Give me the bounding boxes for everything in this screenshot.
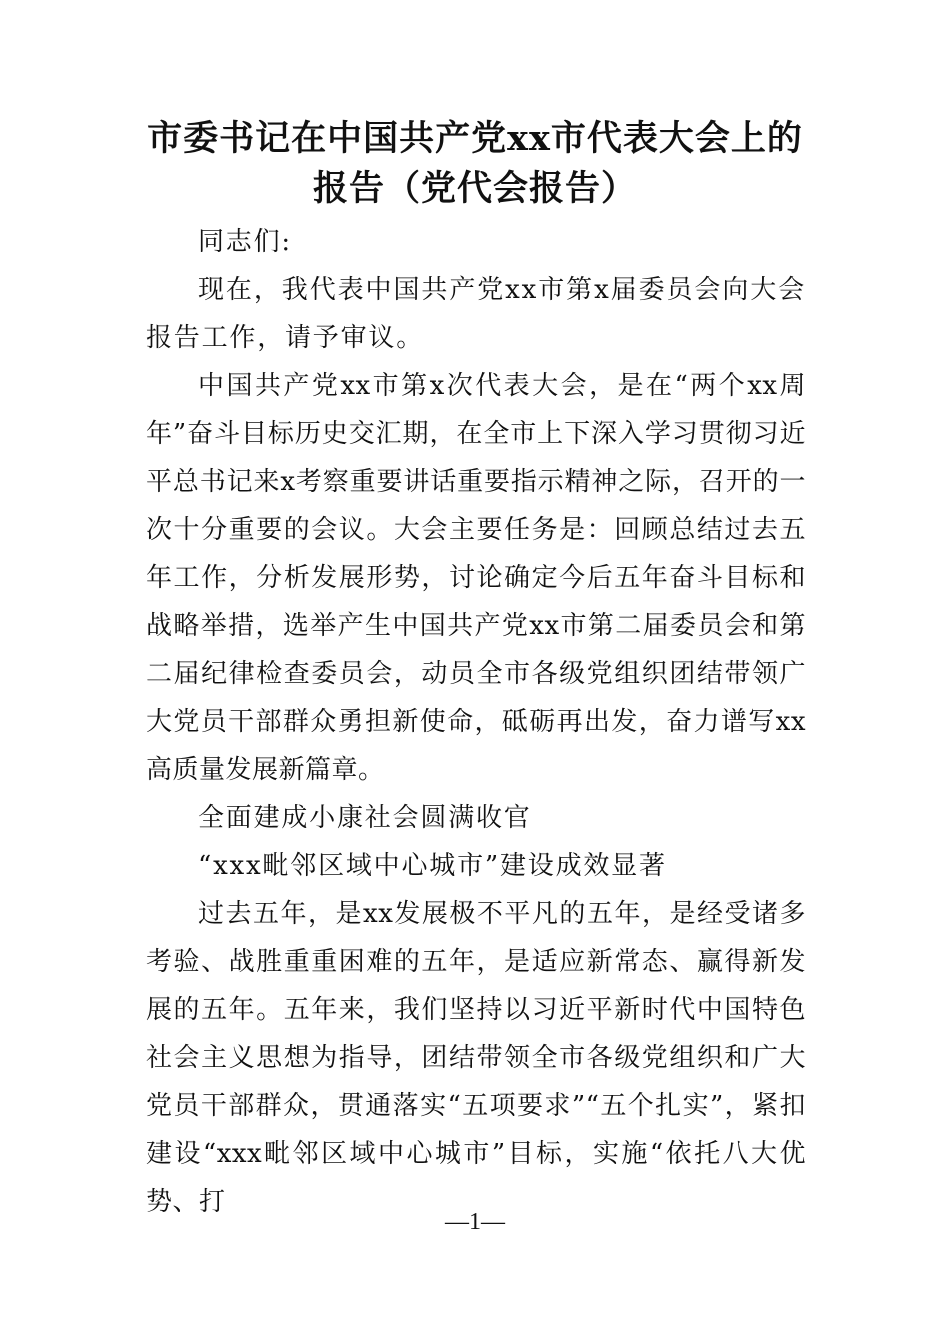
page-number: —1— xyxy=(445,1209,505,1235)
salutation: 同志们: xyxy=(198,227,292,257)
paragraph-congress-tasks: 中国共产党xx市第x次代表大会，是在“两个xx周年”奋斗目标历史交汇期，在全市上下深入学习贯彻习近平总书记来x考察重要讲话重要指示精神之际，召开的一次十分重要的会议。大会主要任务是：回顾总结过去五年工作，分析发展形势，讨论确定今后五年奋斗目标和战略举措，选举产生中国共产党xx市第二届委员会和第二届纪律检查委员会，动员全市各级党组织团结带领广大党员干部群众勇担新使命，砥砺再出发，奋力谱写xx高质量发展新篇章。 xyxy=(146,371,806,785)
title-line-1: 市委书记在中国共产党xx市代表大会上的 xyxy=(147,118,803,159)
document-title xyxy=(120,114,830,214)
paragraph-opening: 现在，我代表中国共产党xx市第x届委员会向大会报告工作，请予审议。 xyxy=(146,275,806,353)
section-subheading: “xxx毗邻区域中心城市”建设成效显著 xyxy=(198,851,667,881)
paragraph-past-five-years: 过去五年，是xx发展极不平凡的五年，是经受诸多考验、战胜重重困难的五年，是适应新常态、赢得新发展的五年。五年来，我们坚持以习近平新时代中国特色社会主义思想为指导，团结带领全市各级党组织和广大党员干部群众，贯通落实“五项要求”“五个扎实”，紧扣建设“xxx毗邻区域中心城市”目标，实施“依托八大优势、打 xyxy=(146,899,806,1217)
section-heading: 全面建成小康社会圆满收官 xyxy=(198,803,532,833)
title-line-2: 报告（党代会报告） xyxy=(312,168,637,209)
document-body xyxy=(146,218,806,1226)
